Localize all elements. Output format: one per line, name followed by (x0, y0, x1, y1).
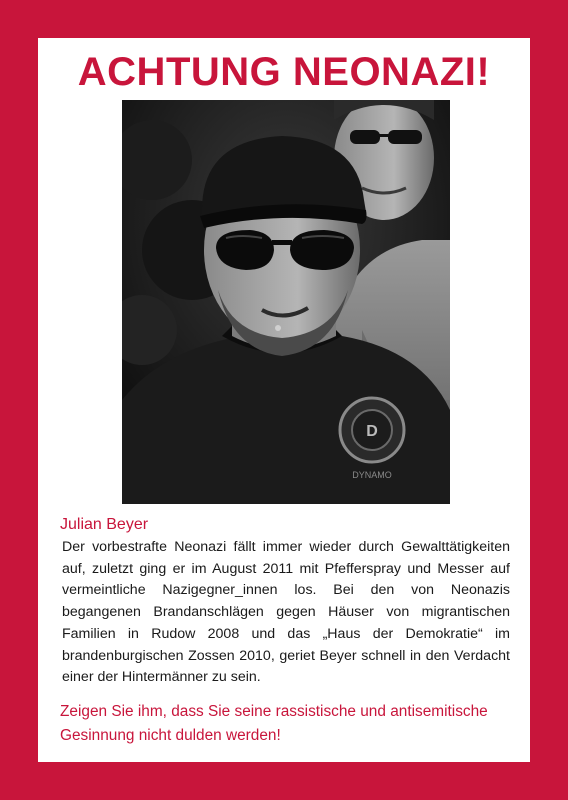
person-photo-icon (122, 100, 450, 504)
poster-card (38, 38, 530, 762)
appeal-text: Zeigen Sie ihm, dass Sie seine rassistische und antisemitische Gesinnung nicht dulden werden! (60, 703, 488, 744)
person-name: Julian Beyer (60, 516, 149, 533)
portrait-photo (122, 100, 450, 504)
shirt-emblem-text: DYNAMO (352, 470, 392, 480)
description-text: Der vorbestrafte Neonazi fällt immer wieder durch Gewalttätigkeiten auf, zuletzt ging er im August 2011 mit Pfefferspray und Messer auf vermeintliche Nazigegner_innen los. Bei den von Neonazis begangenen Brandanschlägen gegen Häuser von migrantischen Familien in Rudow 2008 und das „Haus der Demokratie“ im brandenburgischen Zossen 2010, geriet Beyer schnell in den Verdacht einer der Hintermänner zu sein. (62, 539, 510, 686)
svg-text:D: D (366, 423, 378, 440)
poster-headline: ACHTUNG NEONAZI! (77, 50, 491, 94)
